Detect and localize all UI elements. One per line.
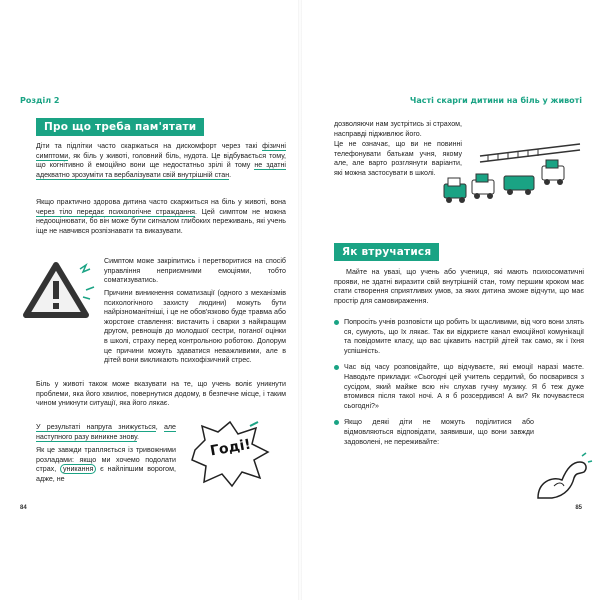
paragraph-1: Діти та підлітки часто скаржаться на дискомфорт через такі фізичні симптоми, як біль у животі, головний біль, нудота. Це відбувається тому, що когнітивно й емоційно вони ще недостатньо зрілі й тому не здатні адекватно зрозуміти та вербалізувати свій внутрішній стан. bbox=[36, 142, 286, 179]
paragraph-2: Якщо практично здорова дитина часто скаржиться на біль у животі, вона через тіло передає психологічне страждання. Цей симптом не можна недооцінювати, бо він може бути сигналом глибоких переживань, які учень іще не навчився розпізнавати та виказувати. bbox=[36, 198, 286, 235]
paragraph-6: У результаті напруга знижується, але наступного разу виникне знову. bbox=[36, 423, 176, 441]
running-head: Розділ 2 bbox=[20, 96, 60, 105]
right-page bbox=[300, 0, 600, 600]
paragraph-continued: дозволяючи нам зустрітись зі страхом, насправді підживлює його. bbox=[334, 120, 462, 138]
paragraph-3: Симптом може закріпитись і перетворитися на спосіб управління неприємними емоціями, тобто соматизуватись. bbox=[104, 257, 286, 285]
tips-list bbox=[334, 318, 584, 454]
sticker-text: Годі! bbox=[208, 436, 253, 460]
paragraph-4: Причини виникнення соматизації (одного з механізмів психологічного захисту людини) можуть бути найрізноманітніші, і це не обов'язково буде травма або жорстоке ставлення: вистачить і сварки з найкращим другом, ревнощів до молодшої сестри, поганої оцінки в школі, страху перед контрольною роботою. Долорум це причини можуть здаватися неважливими, але в дітей вони викликають психофізичний стрес. bbox=[104, 289, 286, 365]
paragraph-5: Біль у животі також може вказувати на те, що учень воліє уникнути проблеми, яка його хвилює, повернутися додому, в безпечне місце, і таким чином уникнути ситуації, яка його лякає. bbox=[36, 380, 286, 408]
page-number: 84 bbox=[20, 505, 27, 511]
list-item: Якщо деякі діти не можуть поділитися або відмовляються відповідати, заявивши, що вони завжди задоволені, не переживайте: bbox=[334, 418, 534, 447]
running-head: Часті скарги дитини на біль у животі bbox=[409, 96, 582, 105]
section-heading: Про що треба пам'ятати bbox=[36, 118, 204, 136]
list-item: Час від часу розповідайте, що відчуваєте, які емоції наразі маєте. Наводьте приклади: «Сьогодні цей учитель сердитий, бо посварився з сусідом, який майже всю ніч слухав гучну музику. Я б теж дуже втомився після такої ночі. А я б розсердився! А ви? Як почуваєтеся сьогодні?» bbox=[334, 363, 584, 411]
paragraph-continued-2: Це не означає, що ви не повинні телефонувати батькам учня, якому але, але варто розглянути варіанти, які можна застосувати в школі. bbox=[334, 140, 462, 177]
traffic-illustration bbox=[440, 140, 585, 215]
flexed-arm-icon bbox=[532, 452, 592, 502]
warning-icon bbox=[20, 255, 100, 325]
list-item: Попросіть учнів розповісти що робить їх щасливими, від чого вони злять ся, сумують, що їх лякає. Так ви відкриєте канал емоційної комунікації та повідомите класу, що вас цікавить настрій дітей так само, як і їхня успішність. bbox=[334, 318, 584, 356]
page-number: 85 bbox=[575, 505, 582, 511]
intro-paragraph: Майте на увазі, що учень або учениця, які мають психосоматичні прояви, не здатні виразити свій внутрішній стан, тому першим кроком має стати створення сприятливих умов, за яких дитина зможе відчути, що має простір для самовираження. bbox=[334, 268, 584, 305]
section-heading: Як втручатися bbox=[334, 243, 439, 261]
paragraph-7: Як це завжди трапляється із тривожними розладами: якщо ми хочемо подолати страх, уникання є найліпшим ворогом, адже, не bbox=[36, 446, 176, 483]
